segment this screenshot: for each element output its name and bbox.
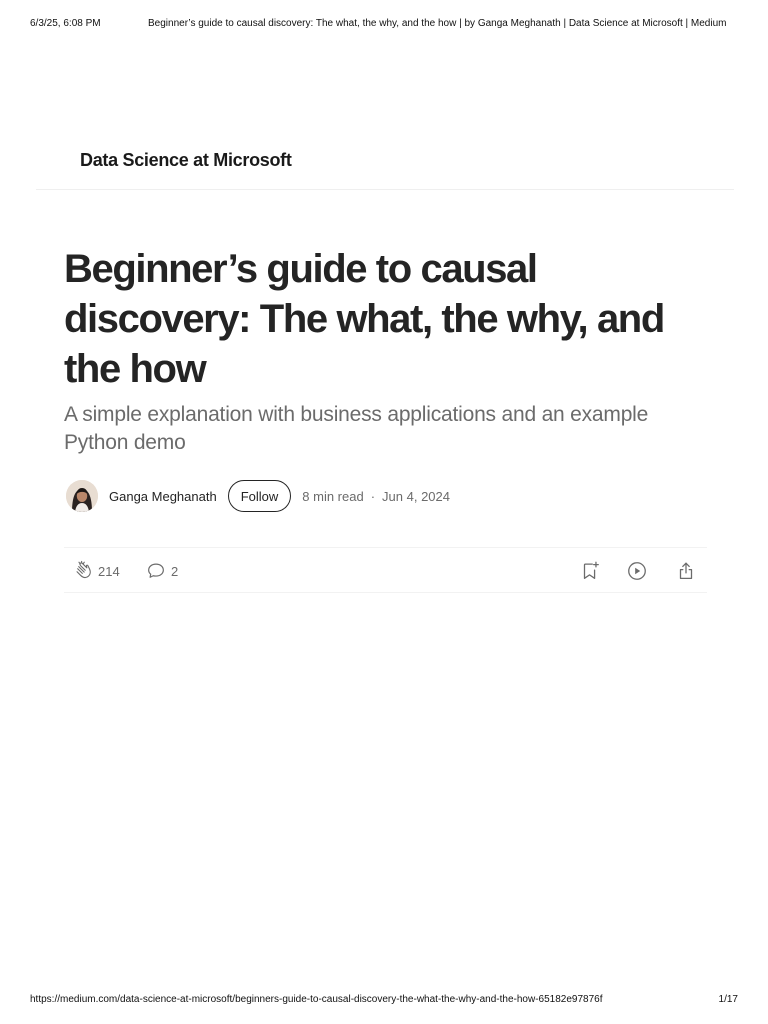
share-button[interactable] xyxy=(675,560,697,582)
comment-button[interactable] xyxy=(145,560,178,582)
comment-count: 2 xyxy=(171,563,179,579)
print-page-number: 1/17 xyxy=(718,994,738,1005)
read-time: 8 min read xyxy=(302,488,364,504)
publication-divider xyxy=(36,189,734,190)
print-datetime: 6/3/25, 6:08 PM xyxy=(30,18,101,29)
play-icon[interactable] xyxy=(626,560,648,582)
article-subtitle: A simple explanation with business applications and an example Python demo xyxy=(64,403,649,454)
bookmark-add-icon[interactable] xyxy=(579,560,601,582)
author-name[interactable]: Ganga Meghanath xyxy=(109,488,217,504)
share-icon[interactable] xyxy=(675,560,697,582)
publication-name[interactable]: Data Science at Microsoft xyxy=(80,150,292,170)
publish-date: Jun 4, 2024 xyxy=(382,488,450,504)
byline xyxy=(66,478,450,514)
follow-button[interactable]: Follow xyxy=(228,480,292,512)
save-button[interactable] xyxy=(579,560,601,582)
article-title: Beginner’s guide to causal discovery: The what, the why, and the how xyxy=(64,247,664,391)
clap-button[interactable] xyxy=(72,560,120,582)
print-page-title: Beginner’s guide to causal discovery: The what, the why, and the how | by Ganga Meghanath | Data Science at Microsoft | Medium xyxy=(148,18,727,29)
comment-icon[interactable] xyxy=(145,560,167,582)
clap-icon[interactable] xyxy=(72,560,94,582)
author-avatar[interactable] xyxy=(66,480,98,512)
listen-button[interactable] xyxy=(626,560,648,582)
print-url: https://medium.com/data-science-at-microsoft/beginners-guide-to-causal-discovery-the-what-the-why-and-the-how-65182e97876f xyxy=(30,994,603,1005)
article-action-bar xyxy=(64,547,707,593)
byline-separator: · xyxy=(370,488,376,504)
clap-count: 214 xyxy=(98,563,120,579)
